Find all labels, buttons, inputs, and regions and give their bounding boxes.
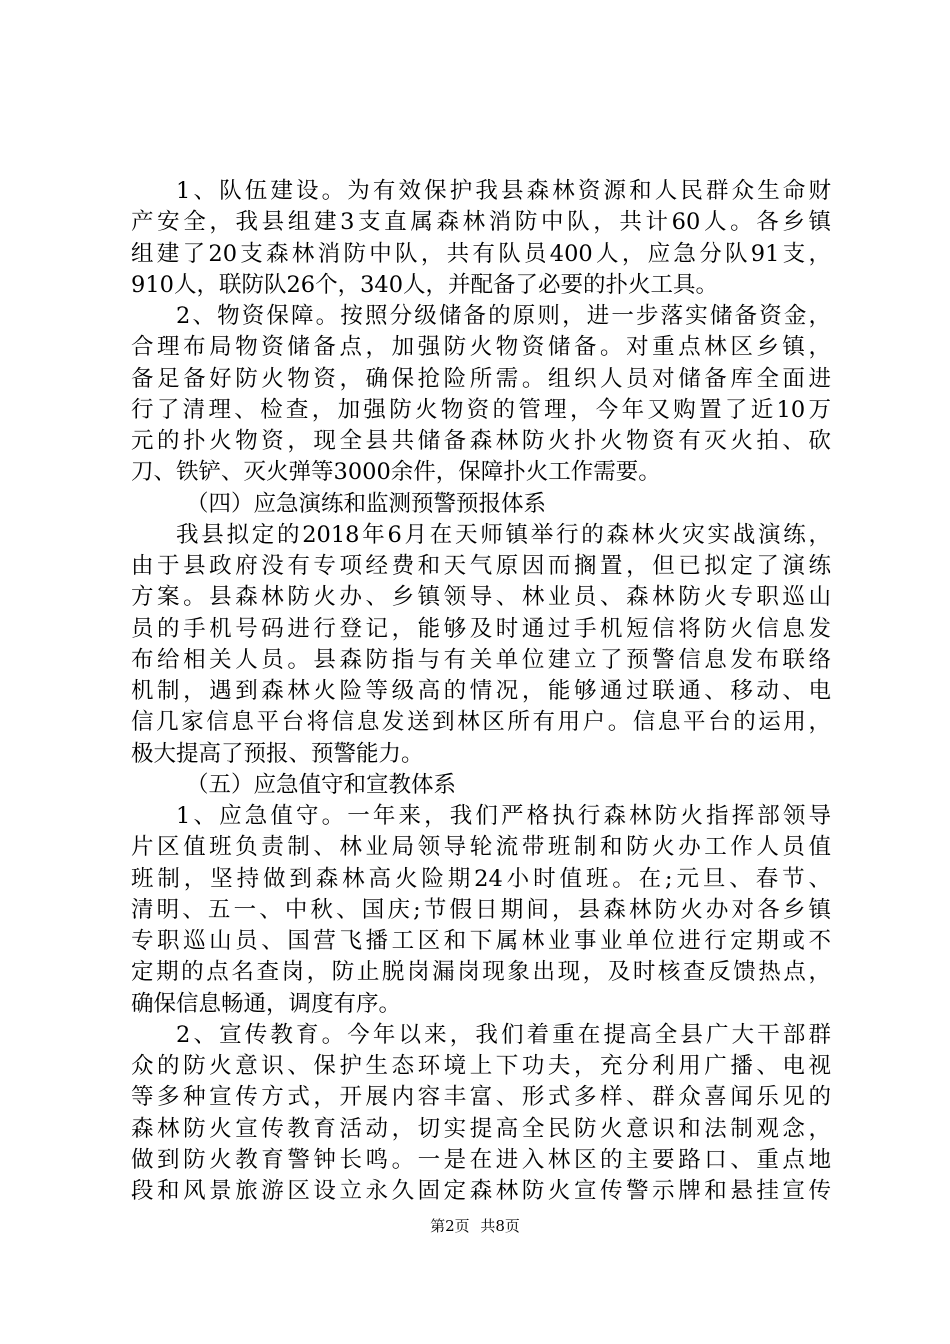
body-text-line: 段和风景旅游区设立永久固定森林防火宣传警示牌和悬挂宣传 [131,1178,831,1204]
body-text-line: 元的扑火物资，现全县共储备森林防火扑火物资有灭火拍、砍 [131,428,831,454]
body-text-line: 做到防火教育警钟长鸣。一是在进入林区的主要路口、重点地 [131,1146,831,1173]
body-text-line: 片区值班负责制、林业局领导轮流带班制和防火办工作人员值 [131,834,831,861]
body-text-line: 备足备好防火物资，确保抢险所需。组织人员对储备库全面进 [131,365,831,392]
body-text-line: 布给相关人员。县森防指与有关单位建立了预警信息发布联络 [131,646,831,673]
body-text-line: 行了清理、检查，加强防火物资的管理，今年又购置了近10万 [131,396,831,423]
body-text-line: 我县拟定的2018年6月在天师镇举行的森林火灾实战演练， [176,521,831,548]
page-footer [0,1216,950,1236]
body-text-line: 森林防火宣传教育活动，切实提高全民防火意识和法制观念， [131,1115,831,1142]
body-text-line: 机制，遇到森林火险等级高的情况，能够通过联通、移动、电 [131,678,831,704]
body-text-line: 等多种宣传方式，开展内容丰富、形式多样、群众喜闻乐见的 [131,1084,831,1111]
body-text-line: 产安全，我县组建3支直属森林消防中队，共计60人。各乡镇 [131,209,831,236]
body-text-line: 极大提高了预报、预警能力。 [131,740,424,767]
body-text-line: 2、宣传教育。今年以来，我们着重在提高全县广大干部群 [176,1021,831,1048]
body-text-line: 910人，联防队26个，340人，并配备了必要的扑火工具。 [131,271,719,298]
body-text-line: 确保信息畅通，调度有序。 [131,990,402,1017]
body-text-line: 由于县政府没有专项经费和天气原因而搁置，但已拟定了演练 [131,553,831,579]
page-number: 第2页 [430,1217,470,1235]
body-text-line: 方案。县森林防火办、乡镇领导、林业员、森林防火专职巡山 [131,584,831,611]
body-text-line: （四）应急演练和监测预警预报体系 [186,490,547,517]
body-text-line: 1、队伍建设。为有效保护我县森林资源和人民群众生命财 [176,178,831,204]
body-text-line: 信几家信息平台将信息发送到林区所有用户。信息平台的运用， [131,709,831,736]
body-text-line: 合理布局物资储备点，加强防火物资储备。对重点林区乡镇， [131,334,831,361]
document-body [131,176,831,1207]
body-text-line: （五）应急值守和宣教体系 [186,771,457,798]
body-text-line: 定期的点名查岗，防止脱岗漏岗现象出现，及时核查反馈热点， [131,959,831,986]
body-text-line: 专职巡山员、国营飞播工区和下属林业事业单位进行定期或不 [131,928,831,954]
body-text-line: 员的手机号码进行登记，能够及时通过手机短信将防火信息发 [131,615,831,642]
body-text-line: 2、物资保障。按照分级储备的原则，进一步落实储备资金， [176,303,831,329]
body-text-line: 班制，坚持做到森林高火险期24小时值班。在;元旦、春节、 [131,865,831,892]
page-total: 共8页 [480,1217,520,1235]
body-text-line: 1、应急值守。一年来，我们严格执行森林防火指挥部领导 [176,803,831,829]
body-text-line: 众的防火意识、保护生态环境上下功夫，充分利用广播、电视 [131,1053,831,1079]
body-text-line: 刀、铁铲、灭火弹等3000余件，保障扑火工作需要。 [131,459,661,486]
body-text-line: 清明、五一、中秋、国庆;节假日期间，县森林防火办对各乡镇 [131,896,831,923]
body-text-line: 组建了20支森林消防中队，共有队员400人，应急分队91支， [131,240,831,267]
